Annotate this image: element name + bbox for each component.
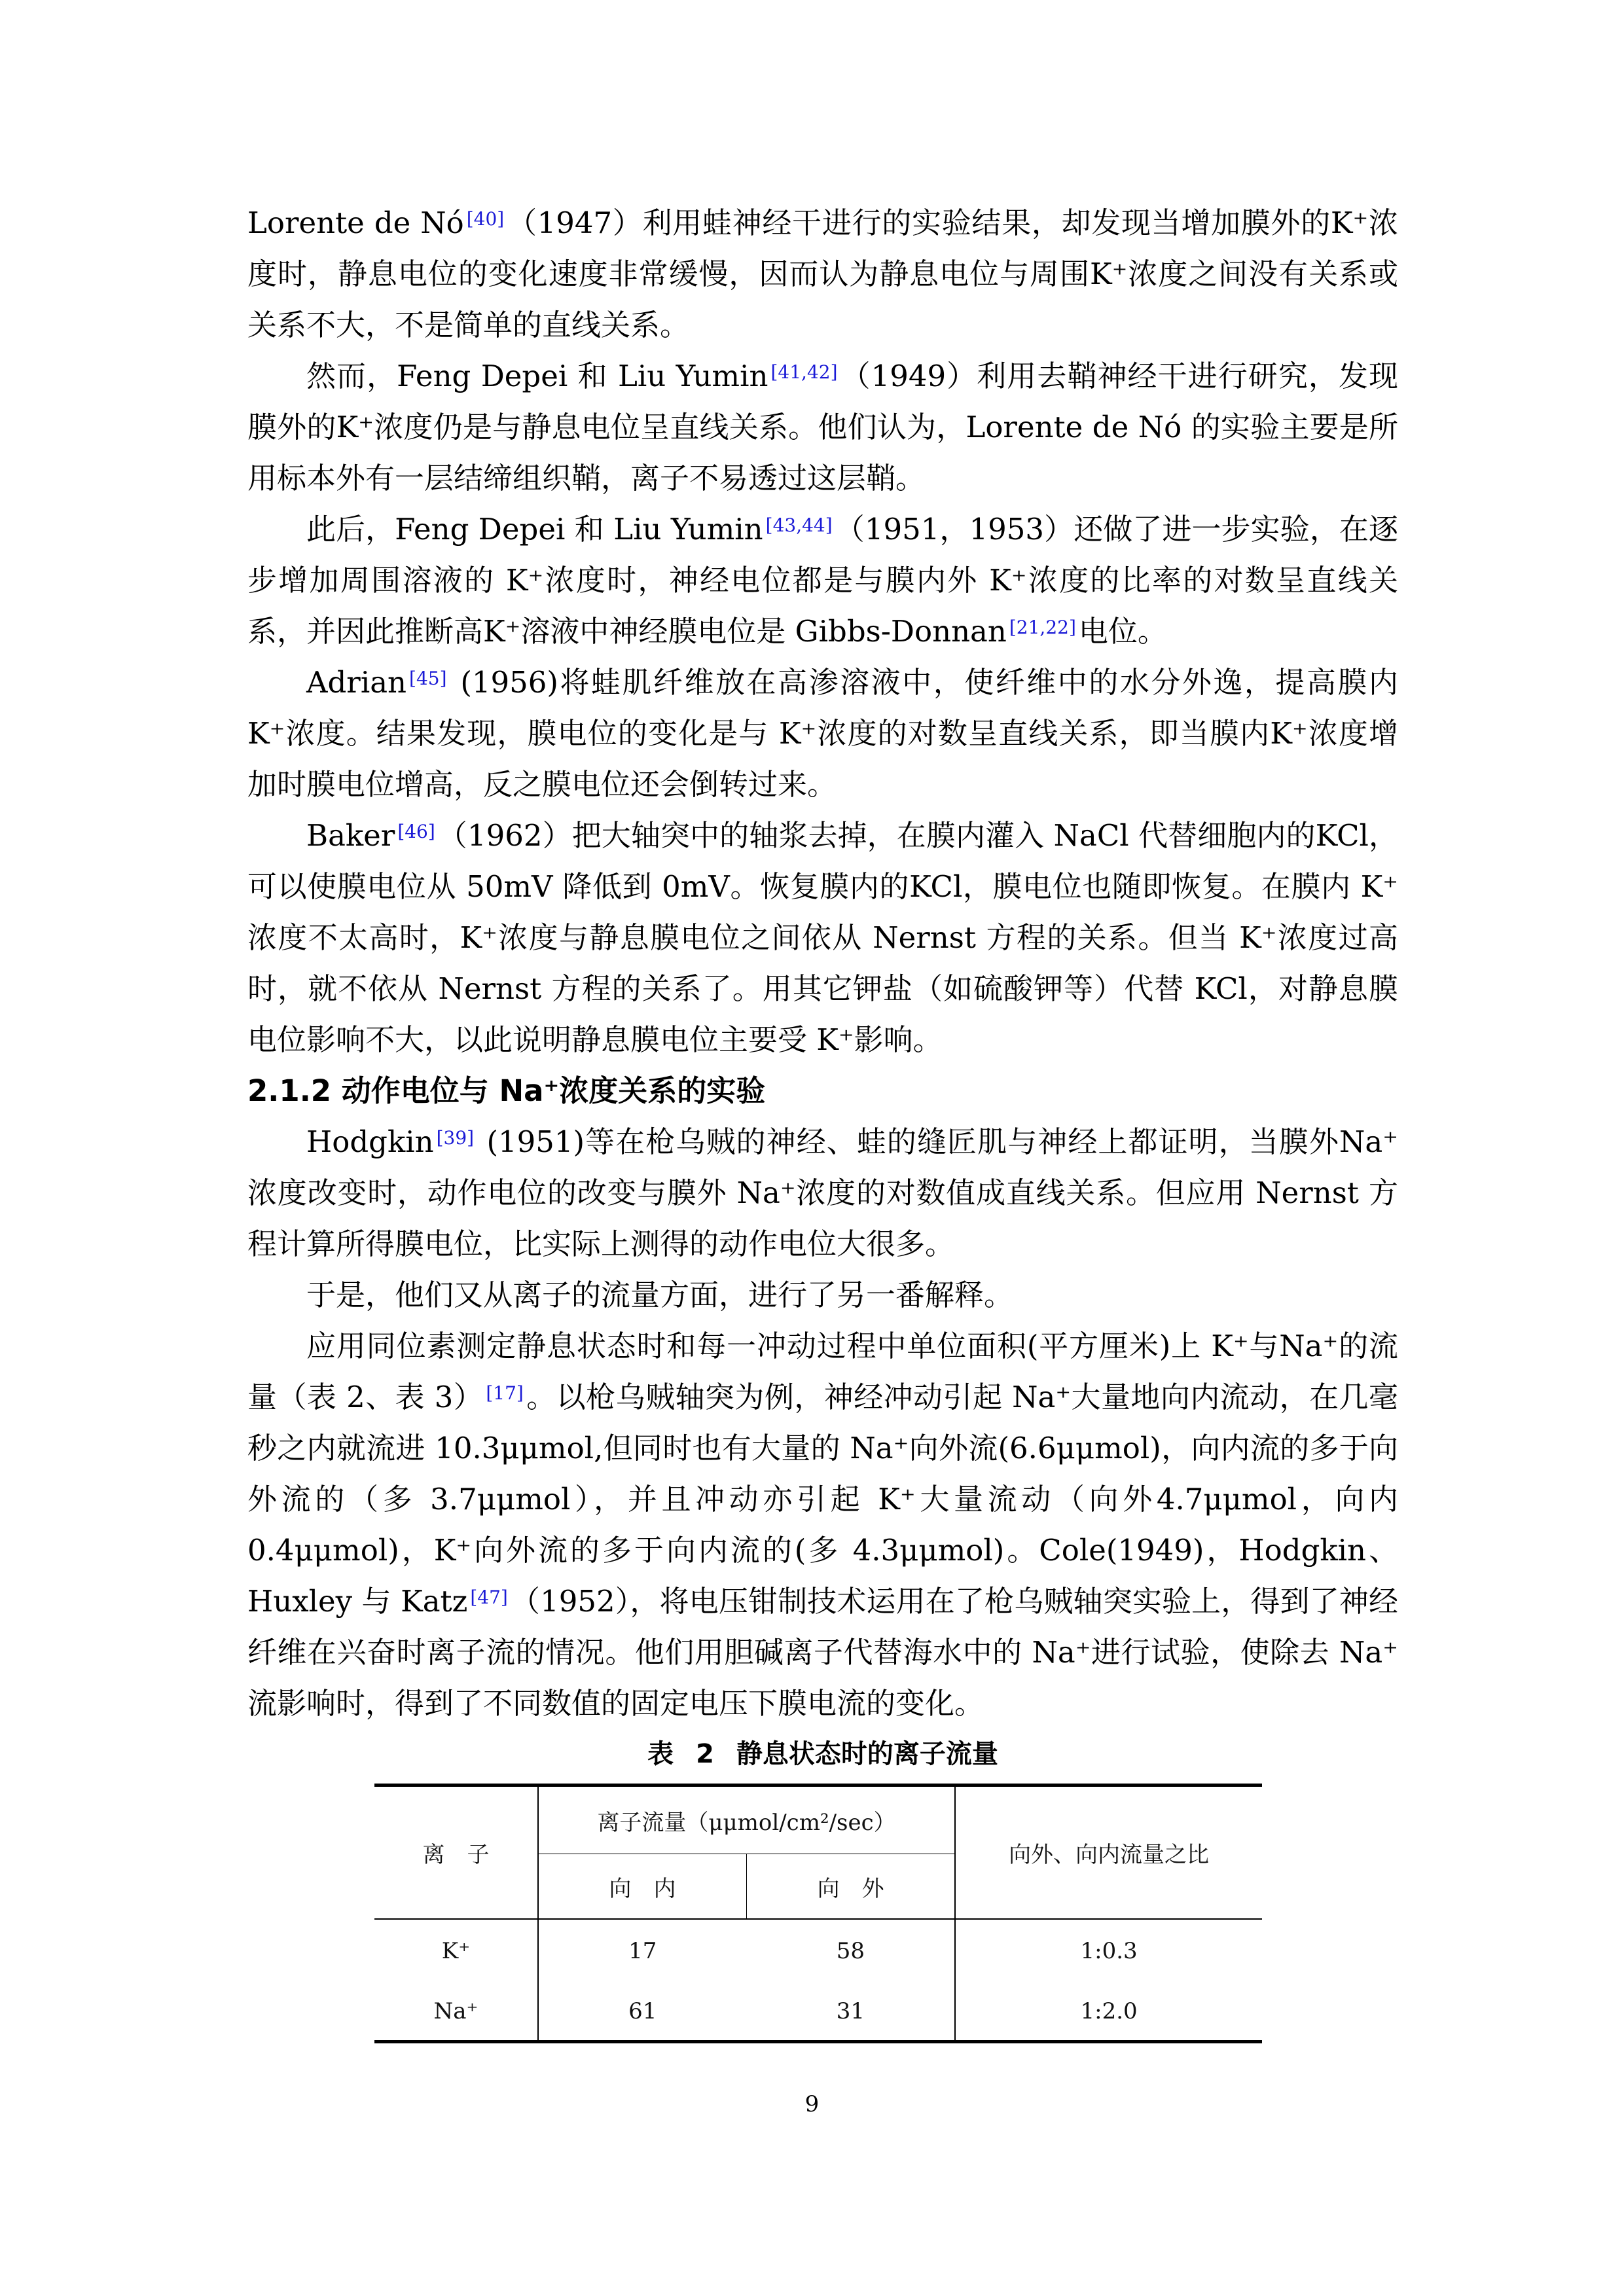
- citation-link[interactable]: [43,44]: [765, 514, 833, 536]
- text-run: 。以枪乌贼轴突为例，神经冲动引起 Na⁺大量地向内流动，在几毫秒之内就流进 10.3μμmol,但同时也有大量的 Na⁺向外流(6.6μμmol)，向内流的多于向外流的（多 3.7μμmol），并且冲动亦引起 K⁺大量流动（向外4.7μμmol，向内 0.4μμmol)，K⁺向外流的多于向内流的(多 4.3μμmol)。Cole(1949)，Hodgkin、Huxley 与 Katz: [247, 1380, 1398, 1619]
- header-flux: 离子流量（μμmol/cm²/sec）: [538, 1785, 955, 1854]
- page-number: 9: [804, 2091, 820, 2117]
- text-run: （1952），将电压钳制技术运用在了枪乌贼轴突实验上，得到了神经纤维在兴奋时离子流的情况。他们用胆碱离子代替海水中的 Na⁺进行试验，使除去 Na⁺流影响时，得到了不同数值的固定电压下膜电流的变化。: [247, 1584, 1398, 1721]
- header-ratio: 向外、向内流量之比: [955, 1785, 1262, 1920]
- header-ion: 离 子: [374, 1785, 538, 1920]
- text-run: Hodgkin: [306, 1124, 434, 1159]
- text-run: 此后，Feng Depei 和 Liu Yumin: [306, 512, 763, 547]
- citation-link[interactable]: [21,22]: [1009, 617, 1076, 638]
- body-text: [247, 198, 1398, 1729]
- paragraph-baker: [247, 810, 1398, 1066]
- text-run: 电位。: [1078, 614, 1167, 649]
- citation-link[interactable]: [17]: [486, 1382, 524, 1404]
- paragraph-lorente: [247, 198, 1398, 351]
- header-inward: 向 内: [538, 1854, 747, 1920]
- text-run: 应用同位素测定静息状态时和每一冲动过程中单位面积(平方厘米)上 K⁺与Na⁺的流量（表 2、表 3）: [247, 1329, 1398, 1414]
- section-heading: 2.1.2 动作电位与 Na⁺浓度关系的实验: [247, 1073, 766, 1108]
- text-run: Adrian: [306, 665, 407, 700]
- text-run: Baker: [306, 818, 395, 853]
- paragraph-flux-intro: 于是，他们又从离子的流量方面，进行了另一番解释。: [306, 1278, 1014, 1312]
- paragraph-feng-1949: [247, 351, 1398, 504]
- citation-link[interactable]: [41,42]: [770, 361, 838, 383]
- paragraph-adrian: [247, 657, 1398, 810]
- citation-link[interactable]: [47]: [470, 1587, 508, 1608]
- text-run: 然而，Feng Depei 和 Liu Yumin: [306, 359, 768, 393]
- cell-inward: 61: [628, 1998, 657, 2024]
- citation-link[interactable]: [46]: [397, 821, 435, 842]
- text-run: （1947）利用蛙神经干进行的实验结果，却发现当增加膜外的K⁺浓度时，静息电位的变化速度非常缓慢，因而认为静息电位与周围K⁺浓度之间没有关系或关系不大，不是简单的直线关系。: [247, 206, 1398, 342]
- text-run: （1962）把大轴突中的轴浆去掉，在膜内灌入 NaCl 代替细胞内的KCl，可以使膜电位从 50mV 降低到 0mV。恢复膜内的KCl，膜电位也随即恢复。在膜内 K⁺浓度不太高时，K⁺浓度与静息膜电位之间依从 Nernst 方程的关系。但当 K⁺浓度过高时，就不依从 Nernst 方程的关系了。用其它钾盐（如硫酸钾等）代替 KCl，对静息膜电位影响不大，以此说明静息膜电位主要受 K⁺影响。: [247, 818, 1398, 1057]
- text-run: （1951，1953）还做了进一步实验，在逐步增加周围溶液的 K⁺浓度时，神经电位都是与膜内外 K⁺浓度的比率的对数呈直线关系，并因此推断高K⁺溶液中神经膜电位是 Gibbs-Donnan: [247, 512, 1398, 649]
- cell-ion: K⁺: [374, 1919, 538, 1982]
- table-caption: 表 2 静息状态时的离子流量: [647, 1739, 998, 1769]
- citation-link[interactable]: [45]: [409, 668, 447, 689]
- table-row: [374, 1919, 1262, 1982]
- cell-inward: 17: [628, 1938, 657, 1964]
- citation-link[interactable]: [39]: [436, 1127, 475, 1149]
- text-run: (1956)将蛙肌纤维放在高渗溶液中，使纤维中的水分外逸，提高膜内 K⁺浓度。结果发现，膜电位的变化是与 K⁺浓度的对数呈直线关系，即当膜内K⁺浓度增加时膜电位增高，反之膜电位还会倒转过来。: [247, 665, 1398, 802]
- header-outward: 向 外: [747, 1854, 956, 1920]
- paragraph-feng-1951: [247, 504, 1398, 657]
- ion-flux-table: [374, 1784, 1262, 2043]
- cell-ion: Na⁺: [374, 1982, 538, 2042]
- text-run: Lorente de Nó: [247, 206, 464, 240]
- cell-ratio: 1:2.0: [1080, 1998, 1138, 2024]
- citation-link[interactable]: [40]: [466, 208, 505, 230]
- cell-ratio: 1:0.3: [1080, 1938, 1138, 1964]
- text-run: (1951)等在枪乌贼的神经、蛙的缝匠肌与神经上都证明，当膜外Na⁺浓度改变时，动作电位的改变与膜外 Na⁺浓度的对数值成直线关系。但应用 Nernst 方程计算所得膜电位，比实际上测得的动作电位大很多。: [247, 1124, 1398, 1261]
- table-row: [374, 1982, 1262, 2042]
- cell-outward: 31: [747, 1982, 956, 2042]
- table-header-row: [374, 1785, 1262, 1854]
- paragraph-hodgkin: [247, 1117, 1398, 1270]
- text-run: （1949）利用去鞘神经干进行研究，发现膜外的K⁺浓度仍是与静息电位呈直线关系。他们认为，Lorente de Nó 的实验主要是所用标本外有一层结缔组织鞘，离子不易透过这层鞘。: [247, 359, 1398, 495]
- cell-outward: 58: [747, 1919, 956, 1982]
- paragraph-isotope: [247, 1321, 1398, 1729]
